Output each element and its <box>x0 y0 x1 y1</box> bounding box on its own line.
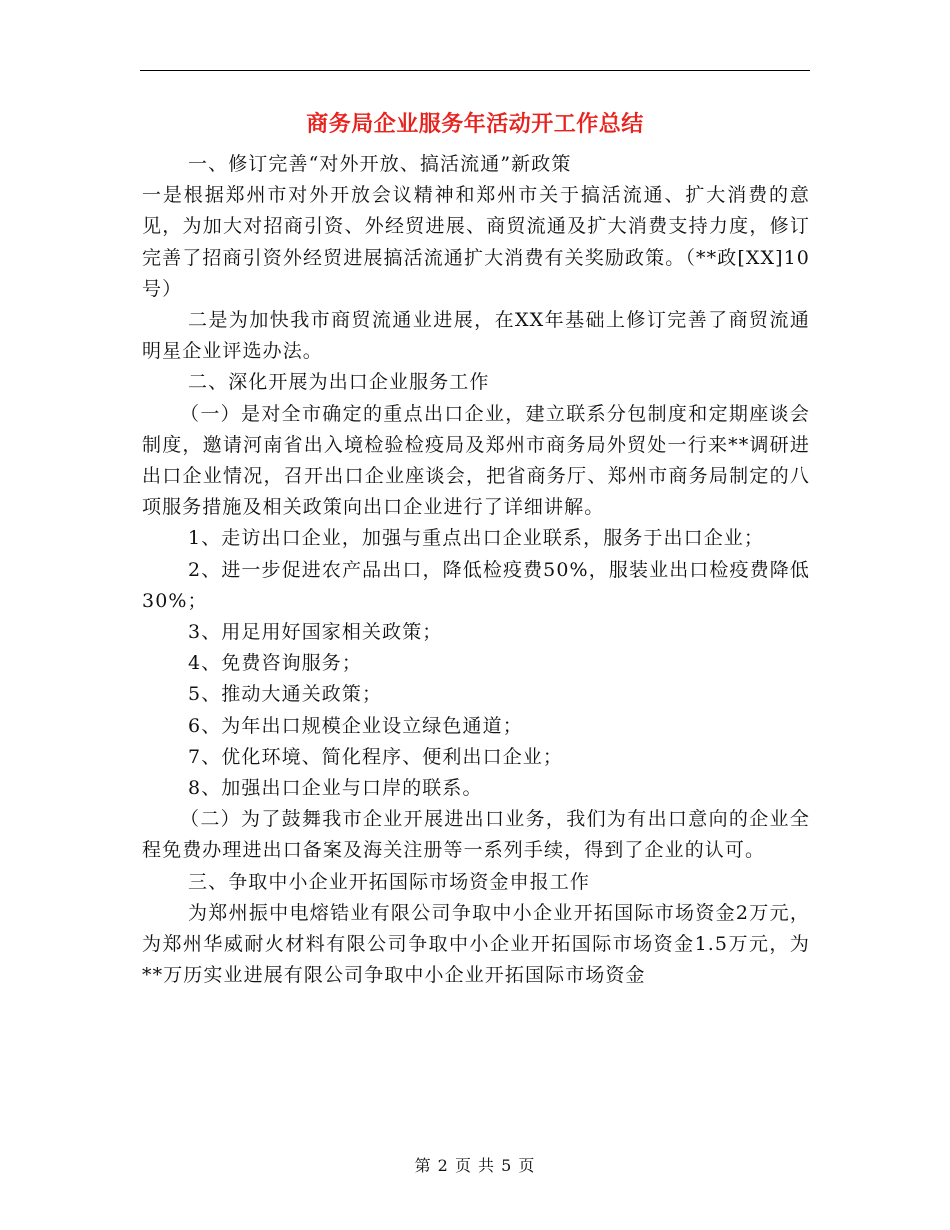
paragraph-funding: 为郑州振中电熔锆业有限公司争取中小企业开拓国际市场资金2万元，为郑州华威耐火材料有限公司争取中小企业开拓国际市场资金1.5万元，为**万历实业进展有限公司争取中小企业开拓国际市场资金 <box>142 901 810 987</box>
list-item: 5、推动大通关政策； <box>188 683 383 706</box>
section-heading-2: 二、深化开展为出口企业服务工作 <box>188 371 490 394</box>
list-item: 2、进一步促进农产品出口，降低检疫费50%，服装业出口检疫费降低30%； <box>142 558 810 612</box>
header-rule <box>140 70 810 71</box>
paragraph-policy-1: 一是根据郑州市对外开放会议精神和郑州市关于搞活流通、扩大消费的意见，为加大对招商引资、外经贸进展、商贸流通及扩大消费支持力度，修订完善了招商引资外经贸进展搞活流通扩大消费有关奖励政策。（**政[XX]10号） <box>142 184 810 300</box>
document-body <box>142 149 810 991</box>
section-heading-3: 三、争取中小企业开拓国际市场资金申报工作 <box>188 870 591 893</box>
list-item: 8、加强出口企业与口岸的联系。 <box>188 777 483 800</box>
paragraph-export-service-1: （一）是对全市确定的重点出口企业，建立联系分包制度和定期座谈会制度，邀请河南省出入境检验检疫局及郑州市商务局外贸处一行来**调研进出口企业情况，召开出口企业座谈会，把省商务厅、郑州市商务局制定的八项服务措施及相关政策向出口企业进行了详细讲解。 <box>142 402 810 519</box>
page-footer: 第 2 页 共 5 页 <box>414 1156 536 1175</box>
paragraph-export-service-2: （二）为了鼓舞我市企业开展进出口业务，我们为有出口意向的企业全程免费办理进出口备案及海关注册等一系列手续，得到了企业的认可。 <box>142 808 810 862</box>
list-item: 3、用足用好国家相关政策； <box>188 621 443 644</box>
list-item: 6、为年出口规模企业设立绿色通道； <box>188 714 523 737</box>
paragraph-policy-2: 二是为加快我市商贸流通业进展，在XX年基础上修订完善了商贸流通明星企业评选办法。 <box>142 309 810 363</box>
document-title: 商务局企业服务年活动开工作总结 <box>306 112 644 137</box>
section-heading-1: 一、修订完善“对外开放、搞活流通”新政策 <box>188 153 572 175</box>
list-item: 1、走访出口企业，加强与重点出口企业联系，服务于出口企业； <box>188 527 764 550</box>
list-item: 7、优化环境、简化程序、便利出口企业； <box>188 745 563 768</box>
list-item: 4、免费咨询服务； <box>188 652 362 675</box>
